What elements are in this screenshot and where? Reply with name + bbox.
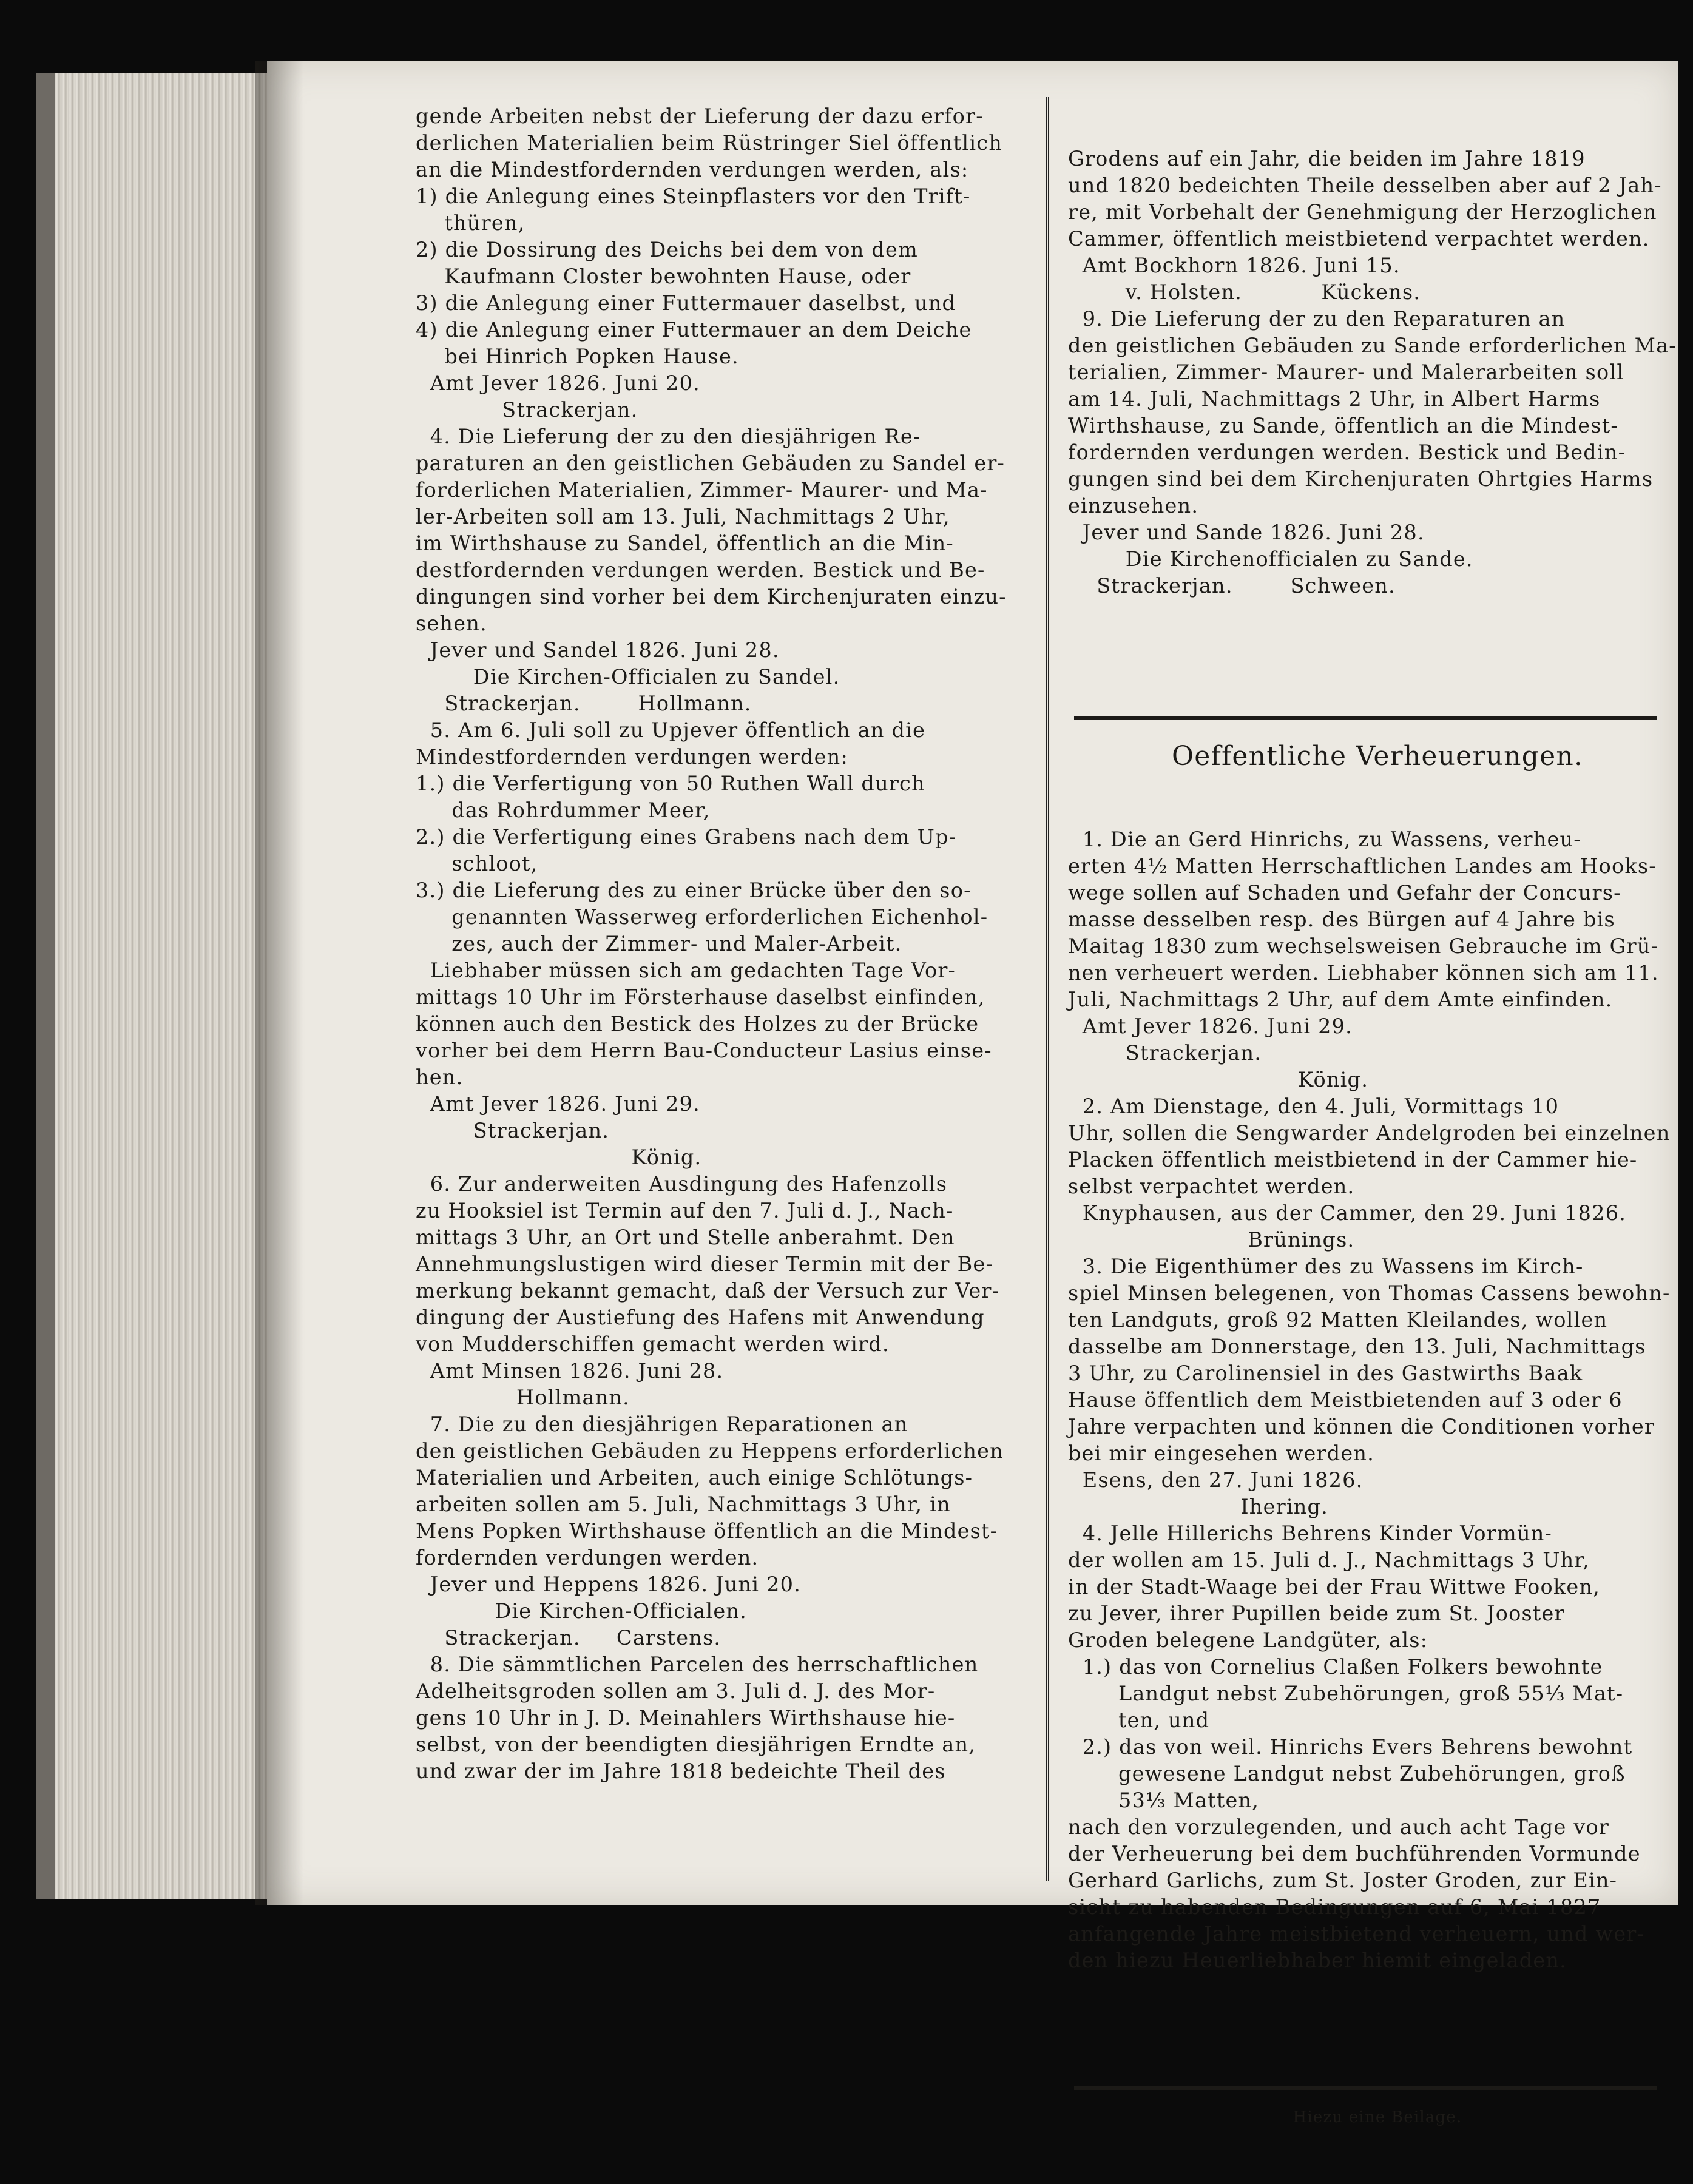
text-line: nen verheuert werden. Liebhaber können sich am 11. <box>1068 961 1659 985</box>
text-line: anfangende Jahre meistbietend verheuern, und wer- <box>1068 1922 1644 1946</box>
text-line: zu Jever, ihrer Pupillen beide zum St. Jooster <box>1068 1602 1565 1625</box>
text-line: derlichen Materialien beim Rüstringer Siel öffentlich <box>416 131 1002 155</box>
footnote: Hiezu eine Beilage. <box>1293 2108 1462 2126</box>
text-line: Amt Bockhorn 1826. Juni 15. <box>1068 254 1401 277</box>
text-line: Maitag 1830 zum wechselsweisen Gebrauche im Grü- <box>1068 934 1659 958</box>
text-line: 7. Die zu den diesjährigen Reparationen an <box>416 1412 908 1436</box>
text-line: gende Arbeiten nebst der Lieferung der dazu erfor- <box>416 104 984 128</box>
text-line: Landgut nebst Zubehörungen, groß 55⅓ Mat- <box>1068 1682 1624 1705</box>
text-line: König. <box>1068 1068 1369 1091</box>
text-line: dingung der Austiefung des Hafens mit Anwendung <box>416 1306 985 1329</box>
text-line: dingungen sind vorher bei dem Kirchenjuraten einzu- <box>416 585 1007 608</box>
text-line: Amt Jever 1826. Juni 29. <box>1068 1014 1353 1038</box>
text-line: Placken öffentlich meistbietend in der Cammer hie- <box>1068 1148 1638 1171</box>
text-line: 3 Uhr, zu Carolinensiel in des Gastwirths Baak <box>1068 1361 1583 1385</box>
text-line: sehen. <box>416 612 487 635</box>
column-divider <box>1046 97 1049 1881</box>
text-line: Knyphausen, aus der Cammer, den 29. Juni 1826. <box>1068 1201 1627 1225</box>
text-line: den geistlichen Gebäuden zu Sande erforderlichen Ma- <box>1068 334 1677 357</box>
text-line: Liebhaber müssen sich am gedachten Tage Vor- <box>416 959 956 982</box>
newspaper-page <box>267 61 1678 2126</box>
text-line: Die Kirchen-Officialen. <box>416 1599 747 1623</box>
text-line: 1) die Anlegung eines Steinpflasters vor den Trift- <box>416 184 971 208</box>
text-line: Ihering. <box>1068 1495 1328 1518</box>
text-line: Jever und Heppens 1826. Juni 20. <box>416 1572 801 1596</box>
text-line: der Verheuerung bei dem buchführenden Vormunde <box>1068 1842 1641 1866</box>
text-line: in der Stadt-Waage bei der Frau Wittwe Fooken, <box>1068 1575 1600 1599</box>
text-line: Strackerjan. <box>416 1119 610 1142</box>
text-line: 9. Die Lieferung der zu den Reparaturen an <box>1068 307 1566 331</box>
text-line: vorher bei dem Herrn Bau-Conducteur Lasius einse- <box>416 1039 992 1062</box>
text-line: mittags 3 Uhr, an Ort und Stelle anberahmt. Den <box>416 1225 955 1249</box>
text-line: selbst, von der beendigten diesjährigen Erndte an, <box>416 1733 976 1756</box>
text-line: 4. Die Lieferung der zu den diesjährigen Re- <box>416 425 921 448</box>
text-line: 2) die Dossirung des Deichs bei dem von dem <box>416 238 919 261</box>
text-line: Jever und Sande 1826. Juni 28. <box>1068 521 1425 544</box>
text-line: hen. <box>416 1065 464 1089</box>
text-line: Jever und Sandel 1826. Juni 28. <box>416 638 780 662</box>
text-line: 53⅓ Matten, <box>1068 1788 1260 1812</box>
text-line: Esens, den 27. Juni 1826. <box>1068 1468 1364 1492</box>
text-line: ten Landguts, groß 92 Matten Kleilandes, wollen <box>1068 1308 1608 1332</box>
text-line: merkung bekannt gemacht, daß der Versuch zur Ver- <box>416 1279 1000 1303</box>
section-rule <box>1074 716 1657 720</box>
text-line: einzusehen. <box>1068 494 1199 517</box>
text-line: Brünings. <box>1068 1228 1355 1252</box>
text-line: 3) die Anlegung einer Futtermauer daselbst, und <box>416 291 956 315</box>
text-line: Adelheitsgroden sollen am 3. Juli d. J. des Mor- <box>416 1679 936 1703</box>
text-line: König. <box>416 1145 702 1169</box>
text-line: genannten Wasserweg erforderlichen Eichenhol- <box>416 905 988 929</box>
left-column <box>416 103 1053 1785</box>
text-line: gens 10 Uhr in J. D. Meinahlers Wirthshause hie- <box>416 1706 956 1730</box>
text-line: re, mit Vorbehalt der Genehmigung der Herzoglichen <box>1068 200 1657 224</box>
text-line: nach den vorzulegenden, und auch acht Tage vor <box>1068 1815 1610 1839</box>
text-line: thüren, <box>416 211 525 235</box>
text-line: masse desselben resp. des Bürgen auf 4 Jahre bis <box>1068 908 1615 931</box>
text-line: Amt Jever 1826. Juni 20. <box>416 371 701 395</box>
text-line: von Mudderschiffen gemacht werden wird. <box>416 1332 890 1356</box>
text-line: das Rohrdummer Meer, <box>416 798 711 822</box>
text-line: Hollmann. <box>416 1386 630 1409</box>
text-line: 2.) die Verfertigung eines Grabens nach dem Up- <box>416 825 957 849</box>
text-line: Strackerjan. Hollmann. <box>416 692 752 715</box>
text-line: Amt Jever 1826. Juni 29. <box>416 1092 701 1116</box>
text-line: zu Hooksiel ist Termin auf den 7. Juli d. J., Nach- <box>416 1199 954 1222</box>
text-line: Strackerjan. <box>416 398 638 422</box>
text-line: Cammer, öffentlich meistbietend verpachtet werden. <box>1068 227 1650 251</box>
text-line: gewesene Landgut nebst Zubehörungen, groß <box>1068 1762 1626 1785</box>
text-line: terialien, Zimmer- Maurer- und Malerarbeiten soll <box>1068 360 1624 384</box>
text-line: 4. Jelle Hillerichs Behrens Kinder Vormün- <box>1068 1522 1553 1545</box>
text-line: mittags 10 Uhr im Försterhause daselbst einfinden, <box>416 985 985 1009</box>
text-line: zes, auch der Zimmer- und Maler-Arbeit. <box>416 932 902 956</box>
text-line: fordernden verdungen werden. <box>416 1546 759 1569</box>
text-line: arbeiten sollen am 5. Juli, Nachmittags 3 Uhr, in <box>416 1492 951 1516</box>
text-line: Juli, Nachmittags 2 Uhr, auf dem Amte einfinden. <box>1068 988 1613 1011</box>
text-line: 5. Am 6. Juli soll zu Upjever öffentlich an die <box>416 718 926 742</box>
text-line: Jahre verpachten und können die Conditionen vorher <box>1068 1415 1655 1438</box>
text-line: 4) die Anlegung einer Futtermauer an dem Deiche <box>416 318 972 342</box>
text-line: und 1820 bedeichten Theile desselben aber auf 2 Jah- <box>1068 174 1662 197</box>
rule-spacer <box>1068 653 1687 687</box>
closing-rule <box>1074 2086 1657 2090</box>
right-column-top-notices <box>1068 146 1687 599</box>
text-line: Strackerjan. Carstens. <box>416 1626 721 1650</box>
text-line: sicht zu habenden Bedingungen auf 6, Mai 1827 <box>1068 1895 1601 1919</box>
text-line: 2.) das von weil. Hinrichs Evers Behrens bewohnt <box>1068 1735 1633 1759</box>
section-heading: Oeffentliche Verheuerungen. <box>1171 741 1584 772</box>
text-line: wege sollen auf Schaden und Gefahr der Concurs- <box>1068 881 1621 905</box>
text-line: paraturen an den geistlichen Gebäuden zu Sandel er- <box>416 451 1005 475</box>
text-line: bei mir eingesehen werden. <box>1068 1441 1375 1465</box>
text-line: v. Holsten. Kückens. <box>1068 280 1421 304</box>
page-edges <box>36 73 285 1899</box>
text-line: Mens Popken Wirthshause öffentlich an die Mindest- <box>416 1519 998 1543</box>
text-line: 3.) die Lieferung des zu einer Brücke über den so- <box>416 878 972 902</box>
right-column-bottom-notices <box>1068 826 1687 1974</box>
text-line: gungen sind bei dem Kirchenjuraten Ohrtgies Harms <box>1068 467 1654 491</box>
text-line: Kaufmann Closter bewohnten Hause, oder <box>416 265 911 288</box>
text-line: können auch den Bestick des Holzes zu der Brücke <box>416 1012 979 1036</box>
text-line: und zwar der im Jahre 1818 bedeichte Theil des <box>416 1759 946 1783</box>
text-line: Wirthshause, zu Sande, öffentlich an die Mindest- <box>1068 414 1618 437</box>
text-line: Grodens auf ein Jahr, die beiden im Jahre 1819 <box>1068 147 1586 170</box>
text-line: Materialien und Arbeiten, auch einige Schlötungs- <box>416 1466 973 1489</box>
right-column <box>1068 92 1687 2184</box>
text-line: Die Kirchenofficialen zu Sande. <box>1068 547 1473 571</box>
gutter-shadow <box>255 61 303 1905</box>
text-line: selbst verpachtet werden. <box>1068 1175 1355 1198</box>
text-line: forderlichen Materialien, Zimmer- Maurer- und Ma- <box>416 478 988 502</box>
text-line: fordernden verdungen werden. Bestick und Bedin- <box>1068 440 1626 464</box>
text-line: am 14. Juli, Nachmittags 2 Uhr, in Albert Harms <box>1068 387 1601 411</box>
text-line: spiel Minsen belegenen, von Thomas Cassens bewohn- <box>1068 1281 1671 1305</box>
text-line: 1.) das von Cornelius Claßen Folkers bewohnte <box>1068 1655 1603 1679</box>
text-line: 1. Die an Gerd Hinrichs, zu Wassens, verheu- <box>1068 827 1581 851</box>
text-line: Strackerjan. Schween. <box>1068 574 1396 598</box>
text-line: 6. Zur anderweiten Ausdingung des Hafenzolls <box>416 1172 948 1196</box>
text-line: den geistlichen Gebäuden zu Heppens erforderlichen <box>416 1439 1004 1463</box>
text-line: 1.) die Verfertigung von 50 Ruthen Wall durch <box>416 772 925 795</box>
text-line: an die Mindestfordernden verdungen werden, als: <box>416 158 969 181</box>
text-line: Mindestfordernden verdungen werden: <box>416 745 848 769</box>
text-line: bei Hinrich Popken Hause. <box>416 345 739 368</box>
text-line: im Wirthshause zu Sandel, öffentlich an die Min- <box>416 531 954 555</box>
text-line: 3. Die Eigenthümer des zu Wassens im Kirch- <box>1068 1255 1584 1278</box>
text-line: destfordernden verdungen werden. Bestick und Be- <box>416 558 985 582</box>
text-line: Annehmungslustigen wird dieser Termin mit der Be- <box>416 1252 993 1276</box>
text-line: den hiezu Heuerliebhaber hiemit eingeladen. <box>1068 1949 1567 1972</box>
footnote-spacer <box>1068 2027 1687 2051</box>
text-line: Groden belegene Landgüter, als: <box>1068 1628 1428 1652</box>
text-line: schloot, <box>416 852 538 875</box>
text-line: Die Kirchen-Officialen zu Sandel. <box>416 665 840 689</box>
text-line: Gerhard Garlichs, zum St. Joster Groden, zur Ein- <box>1068 1869 1618 1892</box>
text-line: Hause öffentlich dem Meistbietenden auf 3 oder 6 <box>1068 1388 1623 1412</box>
text-line: Uhr, sollen die Sengwarder Andelgroden bei einzelnen <box>1068 1121 1671 1145</box>
text-line: erten 4½ Matten Herrschaftlichen Landes am Hooks- <box>1068 854 1657 878</box>
text-line: 2. Am Dienstage, den 4. Juli, Vormittags 10 <box>1068 1094 1560 1118</box>
text-line: Amt Minsen 1826. Juni 28. <box>416 1359 724 1383</box>
text-line: ten, und <box>1068 1708 1210 1732</box>
text-line: der wollen am 15. Juli d. J., Nachmittags 3 Uhr, <box>1068 1548 1590 1572</box>
text-line: dasselbe am Donnerstage, den 13. Juli, Nachmittags <box>1068 1335 1646 1358</box>
text-line: ler-Arbeiten soll am 13. Juli, Nachmittags 2 Uhr, <box>416 505 950 528</box>
text-line: 8. Die sämmtlichen Parcelen des herrschaftlichen <box>416 1653 979 1676</box>
text-line: Strackerjan. <box>1068 1041 1262 1065</box>
